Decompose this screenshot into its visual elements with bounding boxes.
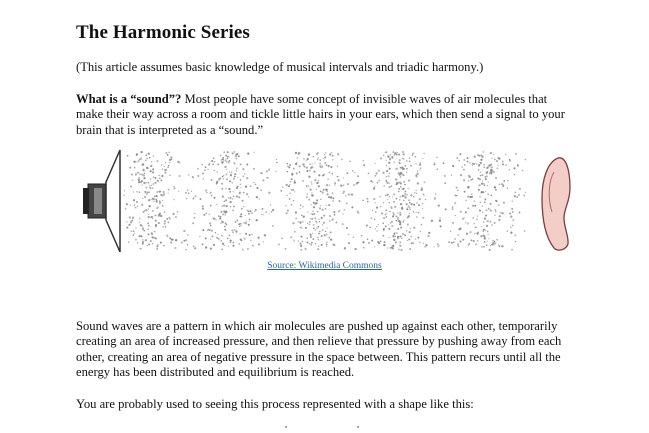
sound-text: Most people have some concept of invisible waves of air molecules that make their way across a room and tickle little hairs in your ears, which then send a signal to your brain that is interpreted as a “sound.” bbox=[76, 92, 565, 137]
air-molecules bbox=[123, 151, 526, 251]
dot-mark bbox=[357, 426, 359, 428]
speaker-icon bbox=[83, 150, 120, 252]
page-title: The Harmonic Series bbox=[76, 22, 250, 43]
shape-paragraph: You are probably used to seeing this process represented with a shape like this: bbox=[76, 397, 474, 411]
next-figure-top bbox=[0, 424, 649, 432]
waves-paragraph: Sound waves are a pattern in which air molecules are pushed up against each other, temporarily creating an area of increased pressure, and then relieve that pressure by pushing away from each other, creating an area of negative pressure in the space between. This pattern recurs until all the energy has been distributed and equilibrium is reached. bbox=[76, 319, 562, 380]
sound-heading: What is a “sound”? bbox=[76, 92, 182, 106]
figure-caption bbox=[0, 261, 649, 271]
sound-wave-illustration bbox=[80, 148, 580, 254]
intro-paragraph: (This article assumes basic knowledge of musical intervals and triadic harmony.) bbox=[76, 60, 484, 74]
sound-wave-figure bbox=[80, 148, 580, 254]
source-link[interactable]: Source: Wikimedia Commons bbox=[267, 261, 382, 271]
dot-mark bbox=[285, 426, 287, 428]
ear-icon bbox=[542, 158, 570, 250]
sound-paragraph bbox=[76, 92, 566, 138]
